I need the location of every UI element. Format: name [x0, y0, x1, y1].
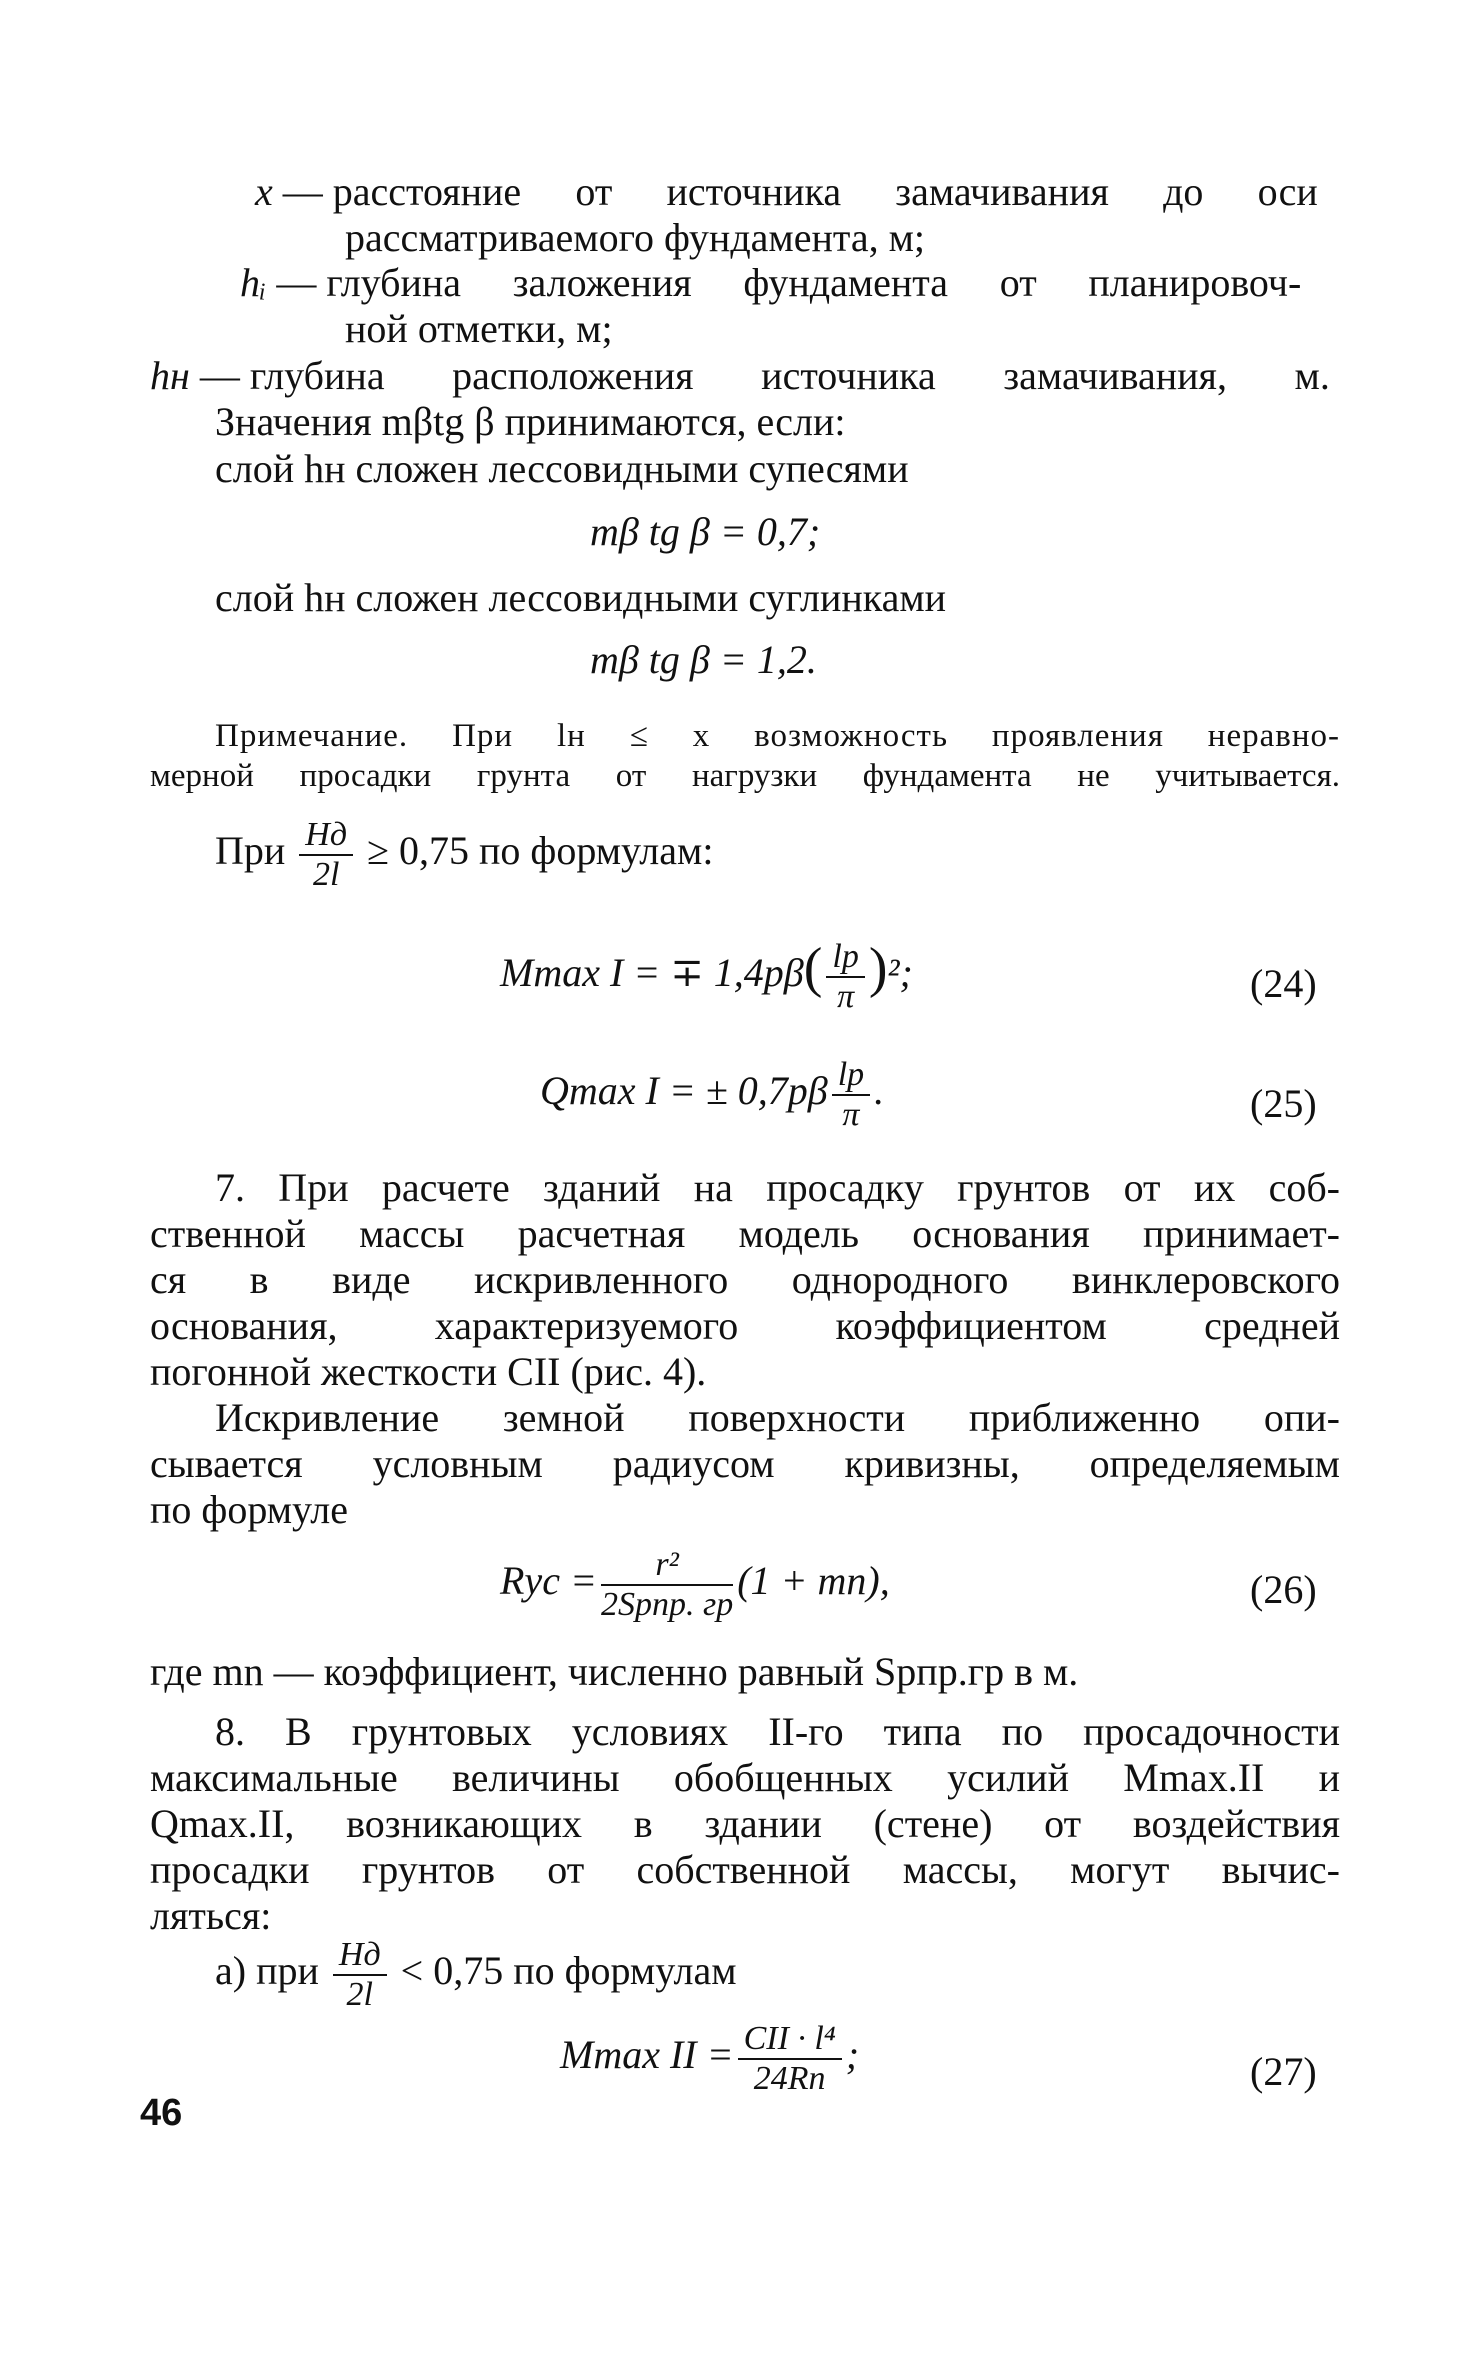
frac-den: 24Rп [753, 2060, 826, 2097]
fraction [832, 1058, 870, 1132]
para-curv-line-2: сывается условным радиусом кривизны, определяемым [150, 1441, 1340, 1486]
equation-25 [540, 1058, 884, 1132]
def-text: ной отметки, м; [345, 306, 613, 351]
definition-hi-cont [345, 306, 613, 351]
def-text: расстояние от источника замачивания до оси [332, 169, 1318, 214]
para8-line-1: 8. В грунтовых условиях II-го типа по просадочности [215, 1709, 1340, 1754]
definition-x-cont [345, 215, 926, 260]
cond-pre: а) при [215, 1948, 319, 1994]
eq-tail: ²; [887, 950, 913, 996]
para7-line-3: ся в виде искривленного однородного винклеровского [150, 1257, 1340, 1302]
page-number: 46 [140, 2092, 183, 2134]
para8-line-4: просадки грунтов от собственной массы, могут вычис- [150, 1847, 1340, 1892]
frac-den: 2l [312, 856, 340, 893]
cond-post: ≥ 0,75 по формулам: [367, 828, 714, 874]
para-curv-line-1: Искривление земной поверхности приближенно опи- [215, 1395, 1340, 1440]
frac-num: lр [826, 940, 864, 978]
eq-tail: ; [845, 2032, 860, 2078]
frac-num: Hд [333, 1938, 387, 1976]
def-symbol: hᵢ [240, 260, 267, 305]
frac-num: lр [832, 1058, 870, 1096]
def-dash: — [272, 169, 333, 214]
para8-line-5: ляться: [150, 1893, 272, 1938]
para8-line-2: максимальные величины обобщенных усилий Mmax.II и [150, 1755, 1340, 1800]
eq-tail: . [874, 1068, 885, 1114]
cond-pre: При [215, 828, 286, 874]
equation-24: Mmax I = ∓ 1,4pβ( $\frac{lр}{\pi}$ )²; [500, 937, 913, 1015]
def-symbol: x [255, 169, 273, 214]
values-intro: Значения mβtg β принимаются, если: [215, 399, 846, 444]
equation-case1: mβ tg β = 0,7; [590, 509, 821, 554]
equation-27 [560, 2022, 859, 2096]
frac-num: Hд [299, 818, 353, 856]
para7-line-2: ственной массы расчетная модель основания принимает- [150, 1211, 1340, 1256]
eq-lhs: Mmax I = ∓ 1,4pβ [500, 950, 804, 996]
condition-a [215, 1938, 737, 2012]
note-line-2: мерной просадки грунта от нагрузки фундамента не учитывается. [150, 758, 1340, 794]
para8-line-3: Qmax.II, возникающих в здании (стене) от воздействия [150, 1801, 1340, 1846]
frac-num: r² [601, 1548, 733, 1586]
equation-number-25: (25) [1250, 1081, 1317, 1126]
frac-den: 2l [346, 1976, 373, 2013]
equation-number-24: (24) [1250, 961, 1317, 1006]
def-text: рассматриваемого фундамента, м; [345, 215, 926, 260]
case2-text: слой hн сложен лессовидными суглинками [215, 575, 947, 620]
case1-text: слой hн сложен лессовидными супесями [215, 446, 909, 491]
definition-hi [240, 260, 1340, 305]
def-symbol: hн [150, 353, 190, 398]
def-text: глубина заложения фундамента от планировоч- [326, 260, 1302, 305]
equation-case2: mβ tg β = 1,2. [590, 637, 817, 682]
condition-1 [215, 818, 713, 892]
cond-post: < 0,75 по формулам [400, 1948, 737, 1994]
frac-den: π [837, 978, 855, 1015]
frac-den: π [842, 1096, 860, 1133]
fraction [826, 940, 864, 1014]
frac-den: 2Sрпр. гр [600, 1586, 734, 1623]
def-dash: — [189, 353, 250, 398]
eq-tail: (1 + mn), [737, 1558, 890, 1604]
fraction [738, 2022, 842, 2096]
def-text: глубина расположения источника замачивания, м. [249, 353, 1330, 398]
frac-num: CII · l⁴ [738, 2022, 842, 2060]
eq-lhs: Rус = [500, 1558, 597, 1604]
definition-hn [150, 353, 1340, 398]
equation-number-26: (26) [1250, 1567, 1317, 1612]
equation-26 [500, 1548, 890, 1622]
fraction [601, 1548, 733, 1622]
para7-line-1: 7. При расчете зданий на просадку грунтов от их соб- [215, 1165, 1340, 1210]
para7-line-4: основания, характеризуемого коэффициентом средней [150, 1303, 1340, 1348]
definition-x [255, 169, 1345, 214]
eq-lhs: Qmax I = ± 0,7pβ [540, 1068, 828, 1114]
fraction [333, 1938, 387, 2012]
def-dash: — [266, 260, 327, 305]
equation-number-27: (27) [1250, 2049, 1317, 2094]
para7-line-5: погонной жесткости CII (рис. 4). [150, 1349, 707, 1394]
para-curv-line-3: по формуле [150, 1487, 348, 1532]
fraction [299, 818, 353, 892]
where-mn: где mn — коэффициент, численно равный Sрпр.гр в м. [150, 1649, 1079, 1694]
eq-lhs: Mmax II = [560, 2032, 734, 2078]
note-line-1: Примечание. При lн ≤ x возможность проявления неравно- [215, 718, 1340, 754]
